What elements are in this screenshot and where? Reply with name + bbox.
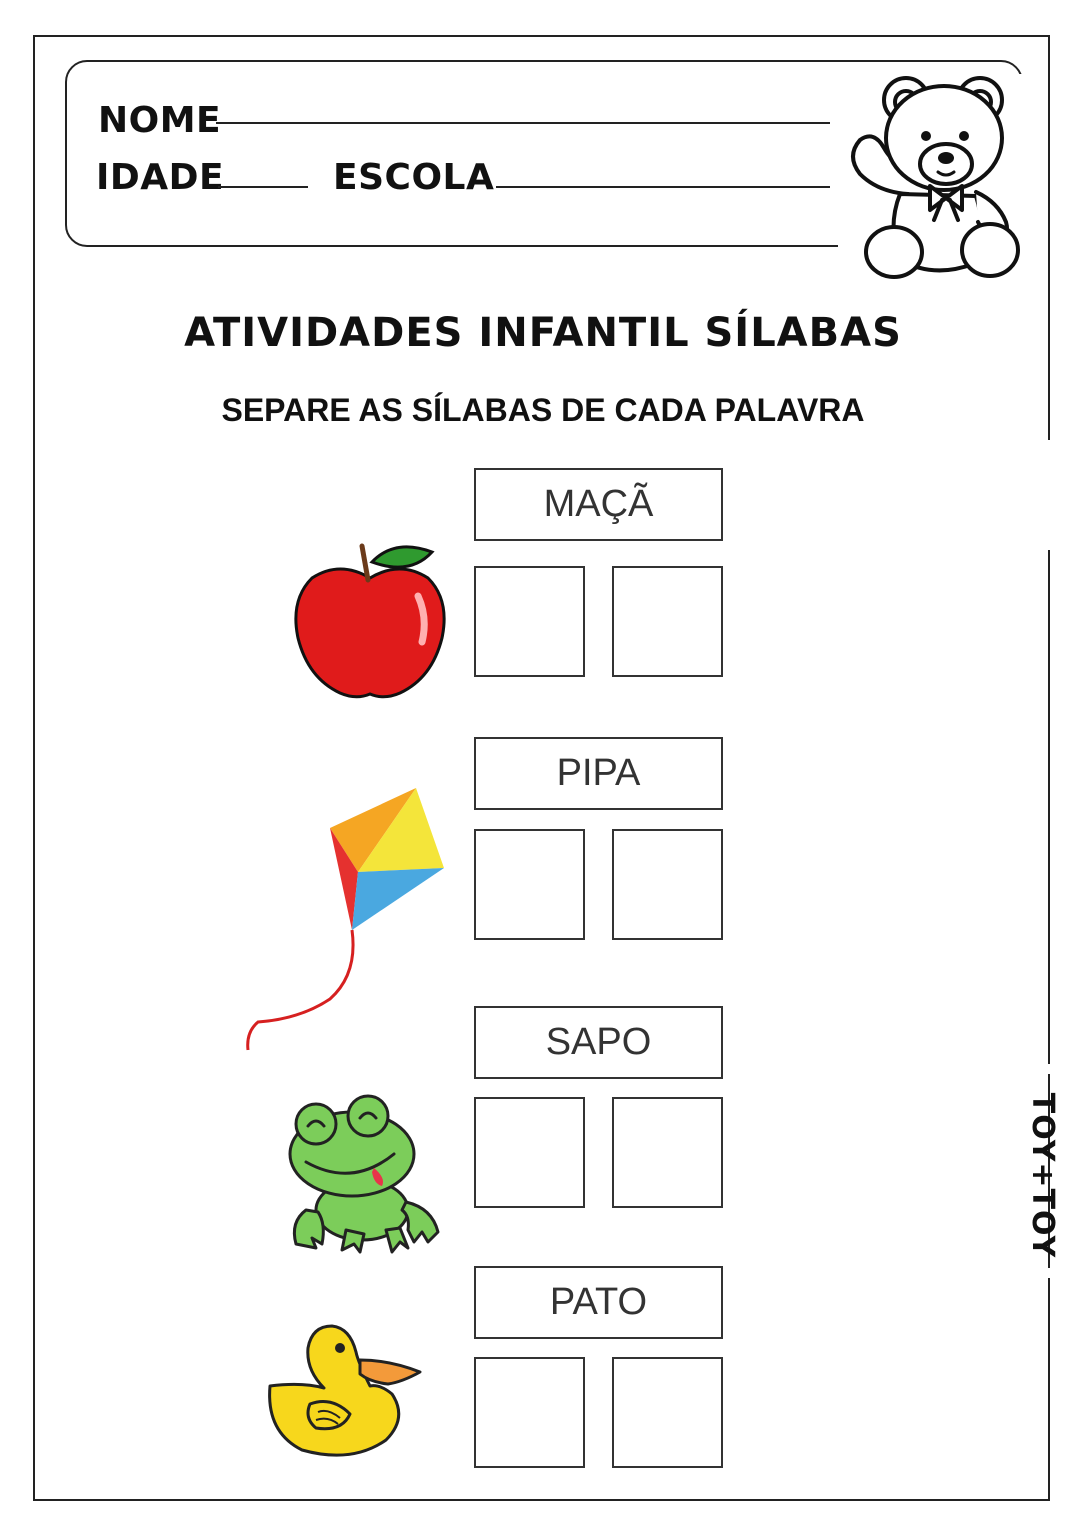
word-box: PIPA (474, 737, 723, 810)
border-gap (1044, 1064, 1058, 1074)
duck-icon (262, 1322, 427, 1462)
syllable-box[interactable] (612, 1097, 723, 1208)
word-box: MAÇÃ (474, 468, 723, 541)
syllable-box[interactable] (612, 566, 723, 677)
teddy-bear-icon (838, 74, 1030, 284)
word-box: SAPO (474, 1006, 723, 1079)
syllable-box[interactable] (474, 1097, 585, 1208)
name-line[interactable] (216, 122, 830, 124)
school-label: ESCOLA (333, 157, 495, 198)
apple-icon (290, 538, 450, 703)
syllable-box[interactable] (474, 1357, 585, 1468)
worksheet-title: ATIVIDADES INFANTIL SÍLABAS (184, 310, 902, 356)
brand-mark (1010, 1080, 1076, 1270)
border-gap (1044, 440, 1058, 550)
frog-icon (282, 1092, 450, 1254)
syllable-box[interactable] (612, 1357, 723, 1468)
word-box: PATO (474, 1266, 723, 1339)
name-label: NOME (98, 100, 222, 141)
age-line[interactable] (218, 186, 308, 188)
syllable-box[interactable] (474, 566, 585, 677)
syllable-box[interactable] (612, 829, 723, 940)
syllable-box[interactable] (474, 829, 585, 940)
kite-icon (240, 784, 450, 1054)
brand-text: TOY+TOY (1025, 1092, 1061, 1258)
school-line[interactable] (496, 186, 830, 188)
instruction-text: SEPARE AS SÍLABAS DE CADA PALAVRA (221, 392, 865, 428)
age-label: IDADE (96, 157, 225, 198)
